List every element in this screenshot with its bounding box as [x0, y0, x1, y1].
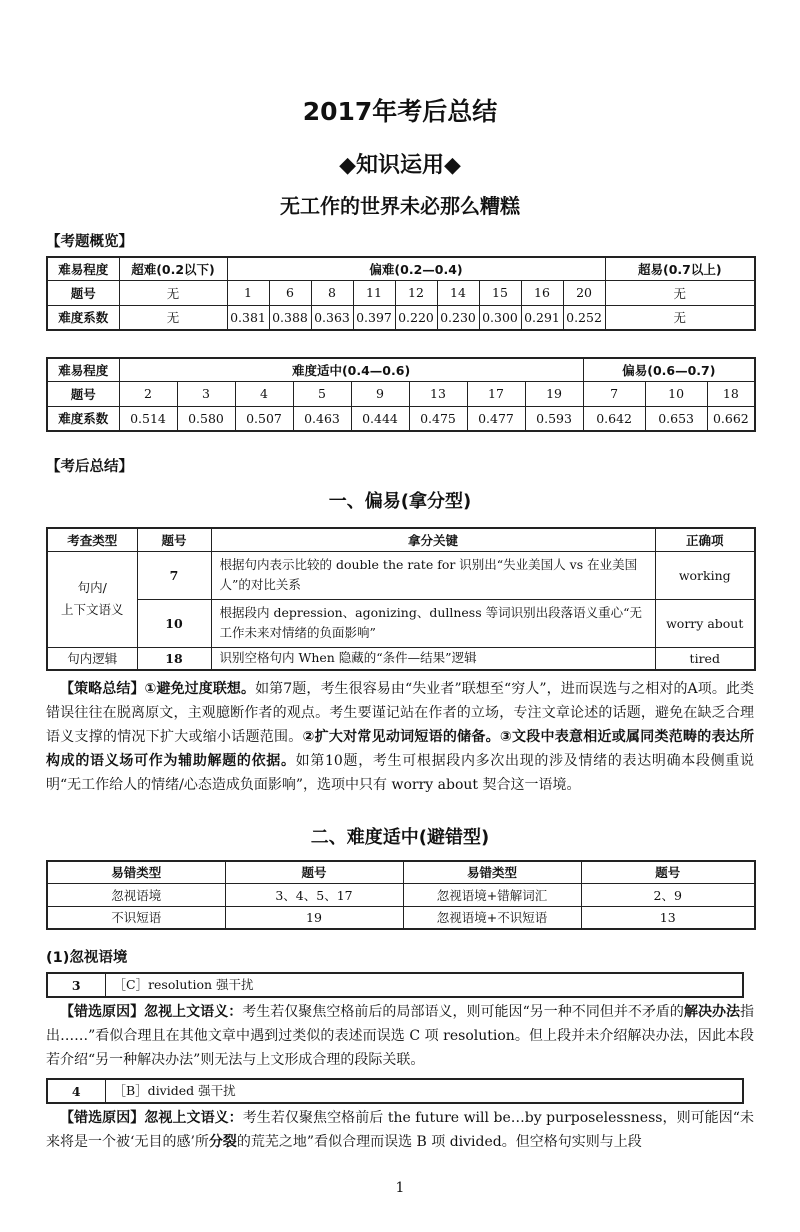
page-title: 2017年考后总结 [302, 97, 498, 126]
column-header: 正确项 [655, 528, 755, 551]
table-cell: 7 [583, 381, 645, 406]
question-4-explanation [46, 1106, 754, 1156]
table-cell: 0.388 [269, 305, 311, 330]
reason-text: 指出……”看似合理且在其他文章中遇到过类似的表述而误选 C 项 resolution。但上段并未介绍解决办法，因此本段若介绍“另一种解决办法”则无法与上文形成合理的段际关联。 [46, 1004, 755, 1068]
group-header: 超易(0.7以上) [605, 257, 755, 280]
table-cell: 0.653 [645, 406, 707, 431]
strategy-point-1: ①避免过度联想。 [144, 681, 256, 697]
correct-answer: tired [655, 647, 755, 670]
table-cell: 0.230 [437, 305, 479, 330]
table-cell: 3 [177, 381, 235, 406]
distractor-option: ［B］divided 强干扰 [105, 1079, 743, 1103]
reason-text: 考生若仅聚焦空格前后 the future will be…by purposelessness，则可能因“未来将是一个被‘无目的感’所 [46, 1110, 754, 1150]
table-cell: 0.463 [293, 406, 351, 431]
table-cell: 0.580 [177, 406, 235, 431]
table-cell: 12 [395, 280, 437, 305]
reason-title: 忽视上文语义： [144, 1110, 243, 1126]
table-cell: 0.363 [311, 305, 353, 330]
table-cell: 18 [707, 381, 755, 406]
correct-answer: working [655, 551, 755, 599]
question-numbers: 19 [225, 906, 403, 929]
question-number: 18 [137, 647, 211, 670]
table-cell: 14 [437, 280, 479, 305]
table-cell: 16 [521, 280, 563, 305]
table-cell: 10 [645, 381, 707, 406]
group-header: 偏难(0.2—0.4) [227, 257, 605, 280]
row-label: 难度系数 [47, 305, 119, 330]
question-number: 7 [137, 551, 211, 599]
row-label: 难易程度 [47, 358, 119, 381]
table-cell: 无 [605, 280, 755, 305]
section2-table [46, 860, 756, 930]
subsection-label: (1)忽视语境 [46, 950, 128, 966]
question-number: 3 [47, 973, 105, 997]
distractor-option: ［C］resolution 强干扰 [105, 973, 743, 997]
table-cell: 无 [119, 305, 227, 330]
question-numbers: 3、4、5、17 [225, 883, 403, 906]
group-header: 超难(0.2以下) [119, 257, 227, 280]
row-label: 难易程度 [47, 257, 119, 280]
column-header: 易错类型 [47, 861, 225, 883]
table-cell: 0.300 [479, 305, 521, 330]
table-cell: 0.475 [409, 406, 467, 431]
column-header: 易错类型 [403, 861, 581, 883]
reason-text: 考生若仅聚焦空格前后的局部语义，则可能因“另一种不同但并不矛盾的 [242, 1004, 684, 1020]
question-type: 句内/ 上下文语义 [47, 551, 137, 647]
section1-table [46, 527, 756, 671]
table-cell: 2 [119, 381, 177, 406]
group-header: 偏易(0.6—0.7) [583, 358, 755, 381]
page-number: 1 [395, 1180, 405, 1196]
correct-answer: worry about [655, 599, 755, 647]
table-cell: 0.514 [119, 406, 177, 431]
reason-label: 【错选原因】 [60, 1004, 145, 1020]
article-title: 无工作的世界未必那么糟糕 [280, 194, 520, 218]
error-type: 忽视语境+不识短语 [403, 906, 581, 929]
column-header: 题号 [225, 861, 403, 883]
overview-label: 【考题概览】 [46, 234, 133, 250]
strategy-point-3: ③文段中表意相近或属同类范畴的表达所构成的语义场可作为辅助解题的依据。 [46, 729, 755, 769]
table-cell: 6 [269, 280, 311, 305]
strategy-text-1: 如第7题，考生很容易由“失业者”联想至“穷人”，进而误选与之相对的A项。此类错误往往在脱离原文，主观臆断作者的观点。考生要谨记站在作者的立场，专注文章论述的话题，避免在缺乏合理语义支撑的情况下扩大或缩小话题范围。 [46, 681, 754, 745]
strategy-point-2: ②扩大对常见动词短语的储备。 [302, 729, 500, 745]
question-numbers: 2、9 [581, 883, 755, 906]
key-point: 根据段内 depression、agonizing、dullness 等词识别出段落语义重心“无工作未来对情绪的负面影响” [211, 599, 655, 647]
error-type: 不识短语 [47, 906, 225, 929]
table-cell: 4 [235, 381, 293, 406]
column-header: 考查类型 [47, 528, 137, 551]
table-cell: 0.381 [227, 305, 269, 330]
section2-heading: 二、难度适中(避错型) [310, 827, 490, 848]
question-type: 句内逻辑 [47, 647, 137, 670]
reason-text: 的荒芜之地”看似合理而误选 B 项 divided。但空格句实则与上段 [236, 1134, 642, 1150]
table-cell: 1 [227, 280, 269, 305]
table-cell: 无 [119, 280, 227, 305]
strategy-paragraph [46, 677, 754, 797]
reason-label: 【错选原因】 [60, 1110, 145, 1126]
question-4-box [46, 1078, 744, 1104]
table-cell: 20 [563, 280, 605, 305]
group-header: 难度适中(0.4—0.6) [119, 358, 583, 381]
column-header: 题号 [581, 861, 755, 883]
table-cell: 5 [293, 381, 351, 406]
table-cell: 0.397 [353, 305, 395, 330]
table-cell: 0.642 [583, 406, 645, 431]
key-point: 根据句内表示比较的 double the rate for 识别出“失业美国人 vs 在业美国人”的对比关系 [211, 551, 655, 599]
table-cell: 11 [353, 280, 395, 305]
table-cell: 0.444 [351, 406, 409, 431]
table-cell: 15 [479, 280, 521, 305]
table-cell: 0.662 [707, 406, 755, 431]
row-label: 难度系数 [47, 406, 119, 431]
table-cell: 0.220 [395, 305, 437, 330]
difficulty-table-2 [46, 357, 756, 432]
summary-label: 【考后总结】 [46, 459, 133, 475]
error-type: 忽视语境 [47, 883, 225, 906]
reason-title: 忽视上文语义： [144, 1004, 243, 1020]
table-cell: 8 [311, 280, 353, 305]
column-header: 题号 [137, 528, 211, 551]
table-cell: 13 [409, 381, 467, 406]
difficulty-table-1 [46, 256, 756, 331]
table-cell: 0.291 [521, 305, 563, 330]
question-numbers: 13 [581, 906, 755, 929]
table-cell: 17 [467, 381, 525, 406]
question-3-explanation [46, 1000, 754, 1072]
table-cell: 0.507 [235, 406, 293, 431]
error-type: 忽视语境+错解词汇 [403, 883, 581, 906]
reason-emphasis: 解决办法 [683, 1004, 741, 1020]
table-cell: 0.252 [563, 305, 605, 330]
key-point: 识别空格句内 When 隐藏的“条件—结果”逻辑 [211, 647, 655, 670]
question-number: 10 [137, 599, 211, 647]
question-3-box [46, 972, 744, 998]
reason-emphasis: 分裂 [208, 1134, 237, 1150]
row-label: 题号 [47, 381, 119, 406]
table-cell: 0.477 [467, 406, 525, 431]
section1-heading: 一、偏易(拿分型) [328, 491, 472, 512]
question-number: 4 [47, 1079, 105, 1103]
table-cell: 无 [605, 305, 755, 330]
strategy-text-3: 如第10题，考生可根据段内多次出现的涉及情绪的表达明确本段侧重说明“无工作给人的情绪/心态造成负面影响”，选项中只有 worry about 契合这一语境。 [46, 753, 754, 793]
row-label: 题号 [47, 280, 119, 305]
section-subtitle: ◆知识运用◆ [339, 153, 461, 178]
table-cell: 19 [525, 381, 583, 406]
strategy-label: 【策略总结】 [60, 681, 145, 697]
column-header: 拿分关键 [211, 528, 655, 551]
table-cell: 9 [351, 381, 409, 406]
table-cell: 0.593 [525, 406, 583, 431]
